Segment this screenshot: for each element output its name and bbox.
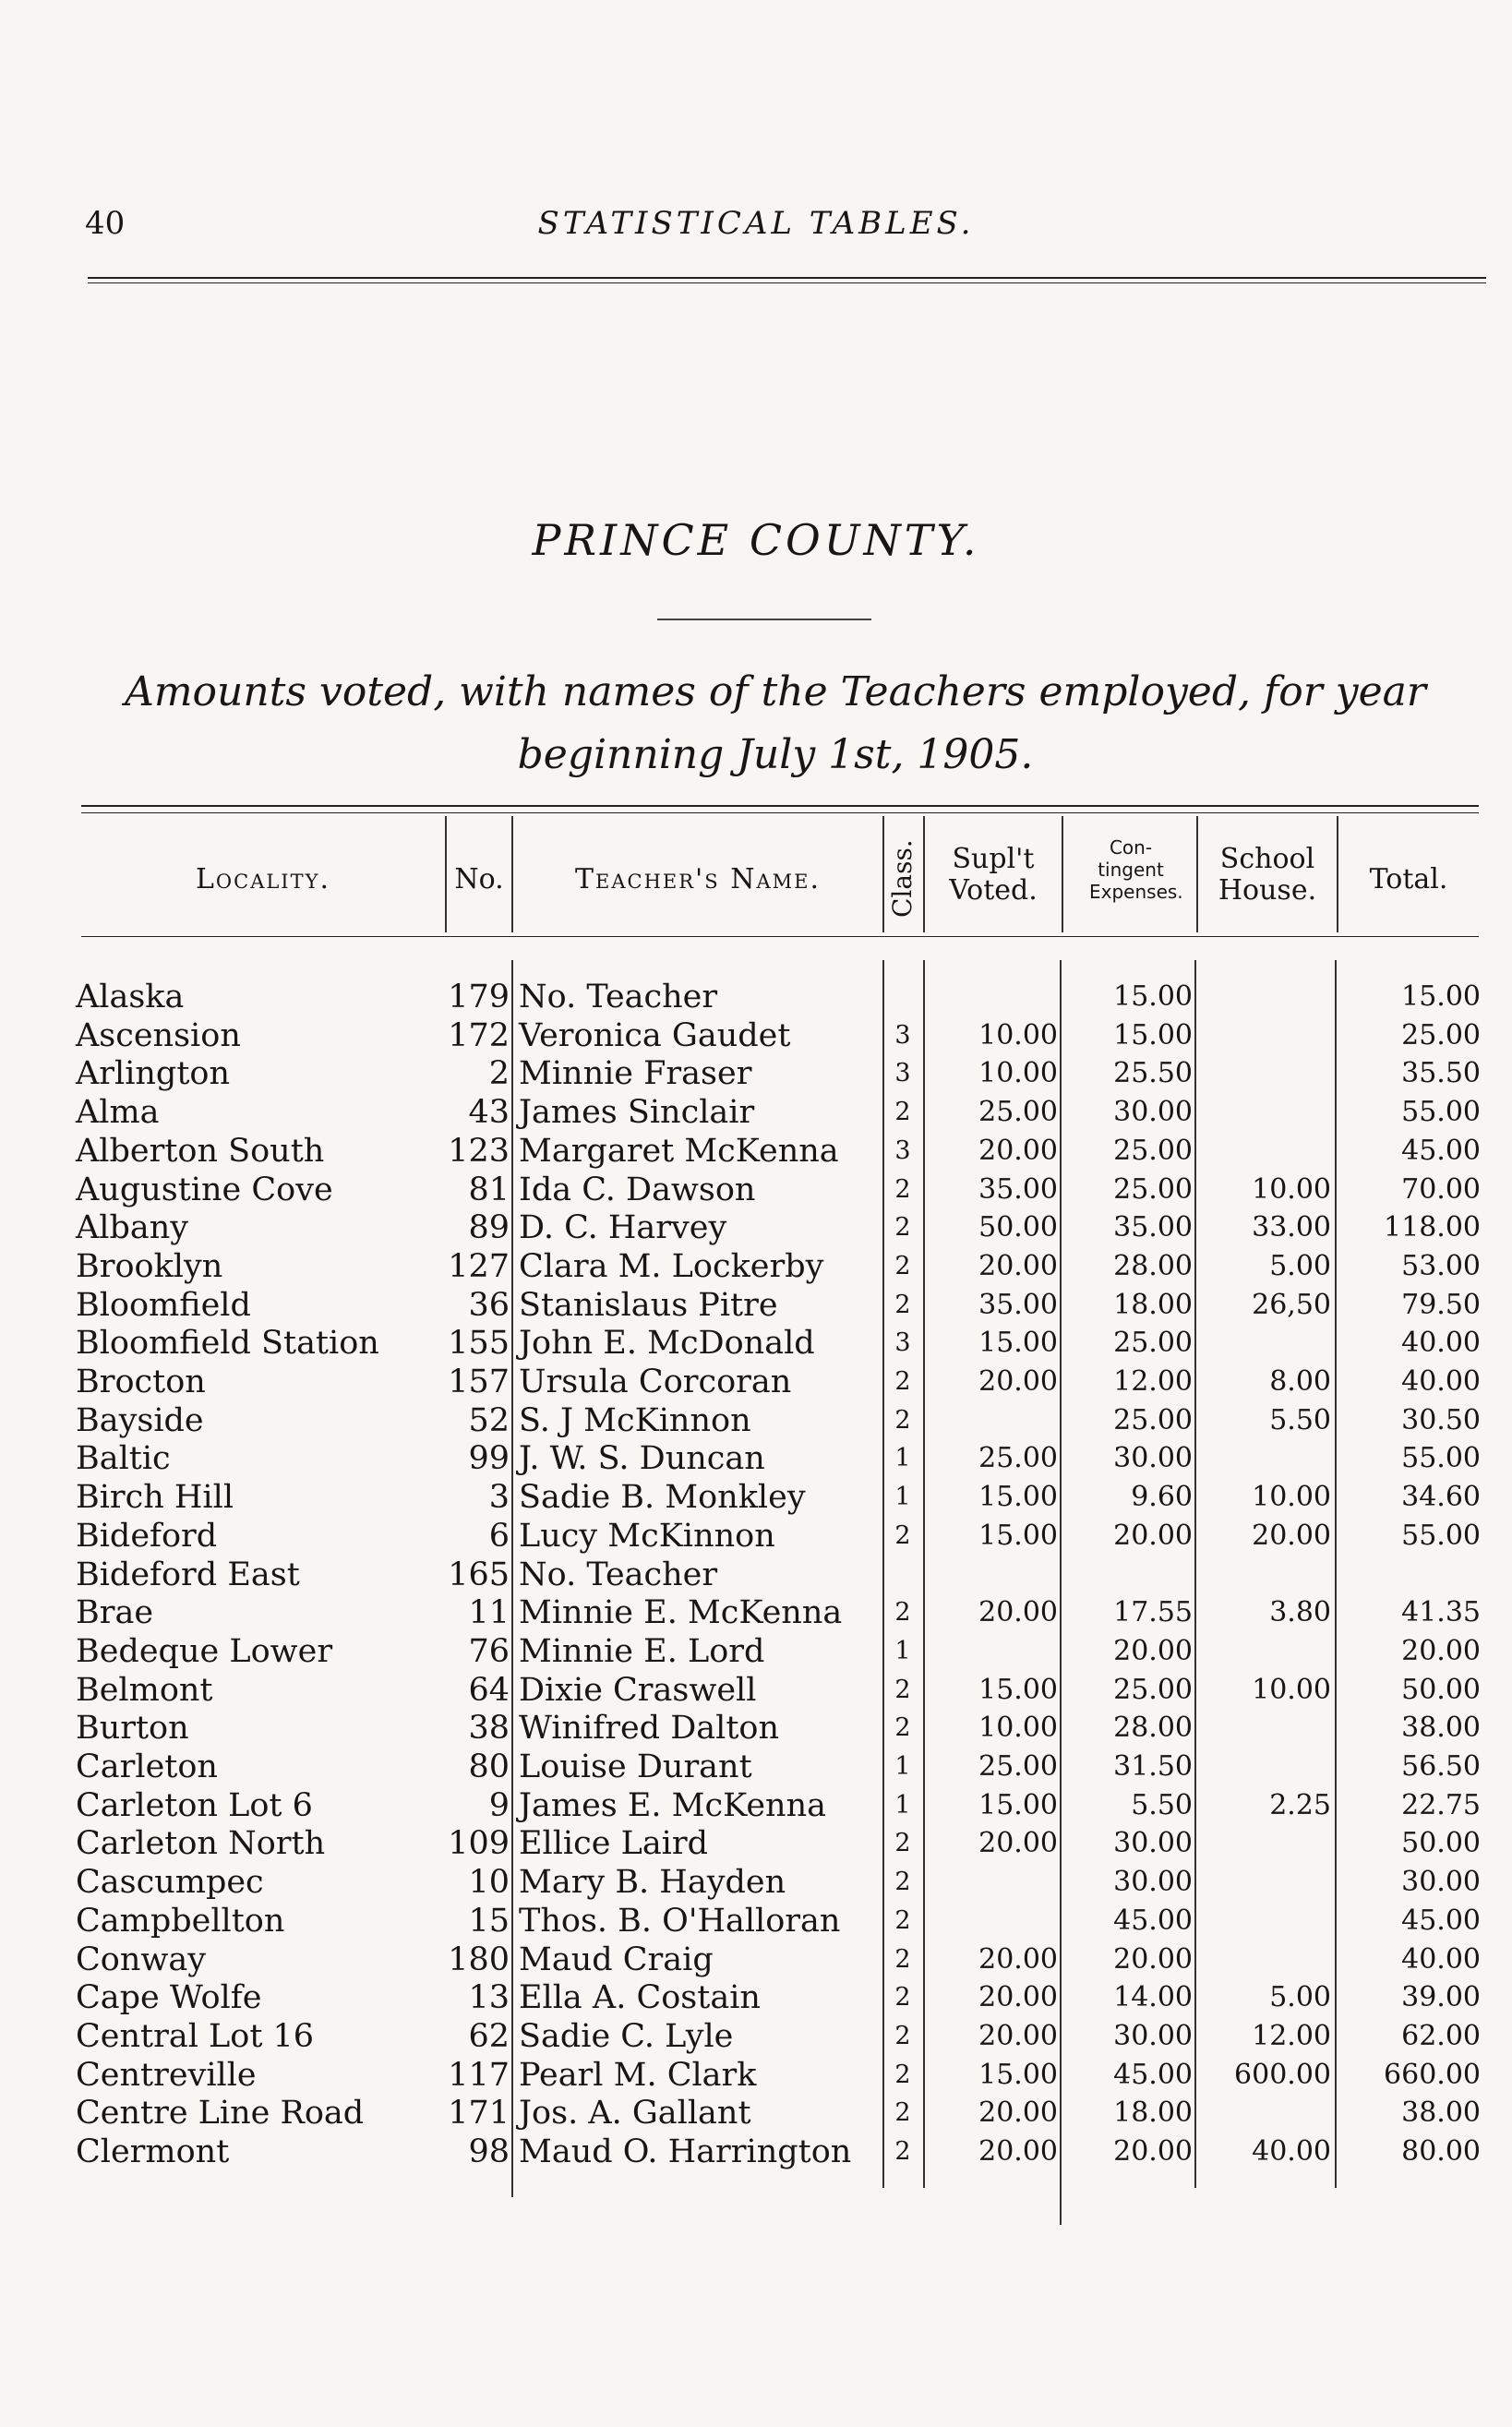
table-row (0, 1786, 1512, 1825)
supl-voted-cell: 20.00 (978, 1596, 1058, 1629)
total-cell: 20.00 (1401, 1634, 1481, 1667)
table-row (0, 978, 1512, 1016)
teacher-name-cell: Minnie Fraser (519, 1055, 752, 1093)
school-no-cell: 36 (468, 1286, 510, 1324)
contingent-cell: 5.50 (1131, 1788, 1193, 1821)
locality-cell: Bayside (76, 1401, 204, 1439)
title-rule (657, 619, 871, 620)
contingent-cell: 28.00 (1113, 1249, 1193, 1282)
contingent-cell: 30.00 (1113, 1442, 1193, 1475)
teacher-name-cell: Ella A. Costain (519, 1979, 761, 2017)
school-no-cell: 157 (448, 1364, 510, 1400)
table-row (0, 1093, 1512, 1132)
locality-cell: Bloomfield (76, 1286, 251, 1324)
header-school-house (1209, 844, 1326, 907)
contingent-cell: 20.00 (1113, 1942, 1193, 1976)
table-header-rule (81, 936, 1479, 937)
contingent-cell: 30.00 (1113, 1827, 1193, 1860)
header-teacher: Teacher's Name. (575, 863, 821, 895)
total-cell: 40.00 (1401, 1365, 1481, 1398)
contingent-cell: 45.00 (1113, 2058, 1193, 2091)
school-no-cell: 52 (468, 1401, 510, 1439)
supl-voted-cell: 25.00 (978, 1750, 1058, 1783)
locality-cell: Arlington (76, 1055, 231, 1093)
header-total: Total. (1369, 863, 1448, 895)
class-cell: 1 (894, 1636, 911, 1665)
table-row (0, 1902, 1512, 1940)
class-cell: 2 (894, 1405, 911, 1435)
total-cell: 39.00 (1401, 1981, 1481, 2014)
school-house-cell: 12.00 (1252, 2019, 1331, 2052)
class-cell: 2 (894, 1251, 911, 1280)
school-no-cell: 99 (468, 1440, 510, 1478)
teacher-name-cell: S. J McKinnon (519, 1401, 751, 1439)
total-cell: 15.00 (1401, 980, 1481, 1013)
table-row (0, 1824, 1512, 1863)
teacher-name-cell: Clara M. Lockerby (519, 1247, 824, 1285)
total-cell: 22.75 (1401, 1788, 1481, 1821)
contingent-cell: 17.55 (1113, 1596, 1193, 1629)
teacher-name-cell: Minnie E. McKenna (519, 1594, 843, 1632)
school-house-cell: 10.00 (1252, 1172, 1331, 1206)
class-cell: 2 (894, 1367, 911, 1396)
school-no-cell: 109 (448, 1825, 510, 1863)
page-number: 40 (85, 205, 126, 242)
total-cell: 70.00 (1401, 1172, 1481, 1206)
teacher-name-cell: Ida C. Dawson (519, 1171, 756, 1208)
locality-cell: Cape Wolfe (76, 1979, 262, 2017)
total-cell: 38.00 (1401, 1712, 1481, 1745)
supl-voted-cell: 20.00 (978, 1942, 1058, 1976)
teacher-name-cell: Maud Craig (519, 1940, 714, 1978)
total-cell: 25.00 (1401, 1018, 1481, 1051)
teacher-name-cell: James E. McKenna (519, 1786, 826, 1824)
supl-voted-cell: 20.00 (978, 2135, 1058, 2168)
table-row (0, 2133, 1512, 2171)
school-house-cell: 26,50 (1252, 1288, 1331, 1321)
locality-cell: Birch Hill (76, 1479, 234, 1517)
locality-cell: Carleton North (76, 1825, 326, 1863)
locality-cell: Bedeque Lower (76, 1632, 333, 1670)
school-no-cell: 13 (468, 1979, 510, 2017)
teacher-name-cell: Winifred Dalton (519, 1710, 780, 1748)
col-divider (882, 816, 884, 932)
school-house-cell: 20.00 (1252, 1519, 1331, 1552)
supl-voted-cell: 10.00 (978, 1712, 1058, 1745)
school-no-cell: 179 (448, 979, 510, 1015)
total-cell: 79.50 (1401, 1288, 1481, 1321)
contingent-cell: 20.00 (1113, 2135, 1193, 2168)
class-cell: 1 (894, 1483, 911, 1512)
school-no-cell: 81 (468, 1171, 510, 1208)
locality-cell: Centreville (76, 2056, 257, 2094)
school-house-cell: 5.50 (1269, 1403, 1331, 1436)
county-title: PRINCE COUNTY. (532, 515, 980, 565)
supl-voted-cell: 10.00 (978, 1018, 1058, 1051)
school-no-cell: 2 (488, 1055, 510, 1093)
teacher-name-cell: Sadie B. Monkley (519, 1479, 806, 1517)
table-row (0, 1748, 1512, 1786)
teacher-name-cell: Minnie E. Lord (519, 1632, 765, 1670)
locality-cell: Albany (76, 1209, 189, 1247)
teacher-name-cell: John E. McDonald (519, 1325, 815, 1363)
school-no-cell: 6 (488, 1517, 510, 1555)
class-cell: 2 (894, 2098, 911, 2128)
locality-cell: Bloomfield Station (76, 1325, 379, 1363)
teacher-name-cell: Dixie Craswell (519, 1671, 757, 1709)
teacher-name-cell: Veronica Gaudet (519, 1016, 791, 1054)
table-row (0, 1401, 1512, 1440)
school-no-cell: 155 (448, 1325, 510, 1363)
teacher-name-cell: Margaret McKenna (519, 1132, 839, 1170)
table-row (0, 1439, 1512, 1478)
supl-voted-cell: 15.00 (978, 1327, 1058, 1360)
school-no-cell: 180 (448, 1940, 510, 1978)
table-row (0, 2056, 1512, 2095)
col-divider (1062, 816, 1063, 932)
school-no-cell: 80 (468, 1748, 510, 1785)
class-cell: 2 (894, 1598, 911, 1628)
class-cell: 2 (894, 1905, 911, 1935)
class-cell: 1 (894, 1444, 911, 1473)
locality-cell: Bideford (76, 1517, 218, 1555)
school-no-cell: 123 (448, 1132, 510, 1170)
table-row (0, 1324, 1512, 1363)
supl-voted-cell: 20.00 (978, 1134, 1058, 1167)
table-row (0, 1208, 1512, 1247)
supl-voted-cell: 15.00 (978, 1788, 1058, 1821)
class-cell: 1 (894, 1790, 911, 1820)
contingent-cell: 25.00 (1113, 1172, 1193, 1206)
contingent-cell: 20.00 (1113, 1519, 1193, 1552)
class-cell: 2 (894, 1713, 911, 1743)
locality-cell: Campbellton (76, 1902, 285, 1940)
subtitle-line-1: Amounts voted, with names of the Teachers employed, for year (125, 668, 1426, 715)
locality-cell: Ascension (76, 1016, 241, 1054)
subtitle (83, 661, 1468, 787)
locality-cell: Conway (76, 1940, 206, 1978)
total-cell: 34.60 (1401, 1481, 1481, 1514)
total-cell: 56.50 (1401, 1750, 1481, 1783)
school-no-cell: 9 (488, 1786, 510, 1824)
head-rule (88, 277, 1486, 279)
class-cell: 3 (894, 1059, 911, 1088)
contingent-cell: 31.50 (1113, 1750, 1193, 1783)
class-cell: 2 (894, 1290, 911, 1319)
header-contingent: Con- tingent Expenses. (1089, 836, 1183, 903)
total-cell: 62.00 (1401, 2019, 1481, 2052)
contingent-cell: 28.00 (1113, 1712, 1193, 1745)
contingent-cell: 15.00 (1113, 1018, 1193, 1051)
school-no-cell: 98 (468, 2133, 510, 2170)
supl-voted-cell: 50.00 (978, 1211, 1058, 1244)
school-house-cell: 5.00 (1269, 1981, 1331, 2014)
contingent-cell: 18.00 (1113, 2097, 1193, 2130)
locality-cell: Alberton South (76, 1132, 325, 1170)
class-cell: 3 (894, 1020, 911, 1050)
locality-cell: Alma (76, 1094, 160, 1132)
col-divider (1196, 816, 1198, 932)
class-cell: 1 (894, 1752, 911, 1781)
teacher-name-cell: Jos. A. Gallant (519, 2095, 751, 2133)
class-cell: 2 (894, 1675, 911, 1704)
running-head: STATISTICAL TABLES. (537, 205, 975, 242)
total-cell: 30.50 (1401, 1403, 1481, 1436)
class-cell: 2 (894, 2021, 911, 2050)
teacher-name-cell: Thos. B. O'Halloran (519, 1902, 841, 1940)
table-row (0, 1054, 1512, 1093)
contingent-cell: 12.00 (1113, 1365, 1193, 1398)
teacher-name-cell: Sadie C. Lyle (519, 2017, 734, 2055)
class-cell: 2 (894, 2060, 911, 2089)
class-cell: 2 (894, 1983, 911, 2012)
supl-voted-cell: 20.00 (978, 1827, 1058, 1860)
contingent-cell: 30.00 (1113, 2019, 1193, 2052)
locality-cell: Brooklyn (76, 1247, 223, 1285)
supl-voted-cell: 25.00 (978, 1442, 1058, 1475)
supl-voted-cell: 20.00 (978, 1249, 1058, 1282)
locality-cell: Brae (76, 1594, 154, 1632)
supl-voted-cell: 15.00 (978, 1673, 1058, 1706)
school-house-cell: 33.00 (1252, 1211, 1331, 1244)
table-row (0, 1132, 1512, 1171)
teacher-name-cell: No. Teacher (519, 979, 718, 1015)
total-cell: 118.00 (1384, 1211, 1481, 1244)
header-class: Class. (887, 839, 918, 918)
locality-cell: Bideford East (76, 1556, 300, 1593)
class-cell: 2 (894, 1829, 911, 1858)
table-row (0, 1247, 1512, 1286)
locality-cell: Clermont (76, 2133, 230, 2170)
supl-voted-cell: 15.00 (978, 1519, 1058, 1552)
total-cell: 40.00 (1401, 1942, 1481, 1976)
supl-voted-cell: 15.00 (978, 1481, 1058, 1514)
school-house-cell: 40.00 (1252, 2135, 1331, 2168)
contingent-cell: 14.00 (1113, 1981, 1193, 2014)
locality-cell: Central Lot 16 (76, 2017, 315, 2055)
locality-cell: Centre Line Road (76, 2095, 365, 2133)
total-cell: 55.00 (1401, 1519, 1481, 1552)
contingent-cell: 25.00 (1113, 1403, 1193, 1436)
school-no-cell: 89 (468, 1209, 510, 1247)
table-row (0, 1478, 1512, 1517)
locality-cell: Brocton (76, 1364, 206, 1400)
total-cell: 50.00 (1401, 1827, 1481, 1860)
total-cell: 50.00 (1401, 1673, 1481, 1706)
table-row (0, 1671, 1512, 1710)
school-no-cell: 15 (468, 1902, 510, 1940)
teacher-name-cell: Louise Durant (519, 1748, 752, 1785)
school-no-cell: 127 (448, 1247, 510, 1285)
locality-cell: Carleton (76, 1748, 218, 1785)
table-row (0, 1171, 1512, 1209)
supl-voted-cell: 20.00 (978, 1365, 1058, 1398)
table-row (0, 1286, 1512, 1325)
supl-voted-cell: 20.00 (978, 2097, 1058, 2130)
table-row (0, 1940, 1512, 1979)
locality-cell: Burton (76, 1710, 189, 1748)
table-top-rule (81, 805, 1479, 807)
teacher-name-cell: Lucy McKinnon (519, 1517, 775, 1555)
header-locality: Locality. (195, 863, 331, 895)
table-row (0, 1556, 1512, 1594)
total-cell: 40.00 (1401, 1327, 1481, 1360)
table-row (0, 1632, 1512, 1671)
header-no: No. (454, 863, 504, 895)
school-no-cell: 43 (468, 1094, 510, 1132)
contingent-cell: 25.00 (1113, 1327, 1193, 1360)
supl-voted-cell: 35.00 (978, 1288, 1058, 1321)
locality-cell: Baltic (76, 1440, 171, 1478)
total-cell: 38.00 (1401, 2097, 1481, 2130)
locality-cell: Alaska (76, 979, 185, 1015)
class-cell: 2 (894, 1213, 911, 1243)
teacher-name-cell: Maud O. Harrington (519, 2133, 852, 2170)
school-house-cell: 10.00 (1252, 1673, 1331, 1706)
table-top-rule-2 (81, 812, 1479, 813)
contingent-cell: 15.00 (1113, 980, 1193, 1013)
total-cell: 55.00 (1401, 1096, 1481, 1129)
teacher-name-cell: No. Teacher (519, 1556, 718, 1593)
school-no-cell: 165 (448, 1556, 510, 1593)
class-cell: 2 (894, 1520, 911, 1550)
table-row (0, 1709, 1512, 1748)
class-cell: 2 (894, 1944, 911, 1974)
school-no-cell: 117 (448, 2056, 510, 2094)
school-no-cell: 11 (468, 1594, 510, 1632)
teacher-name-cell: Ellice Laird (519, 1825, 709, 1863)
contingent-cell: 25.00 (1113, 1673, 1193, 1706)
head-rule-lower (88, 282, 1486, 283)
total-cell: 55.00 (1401, 1442, 1481, 1475)
contingent-cell: 30.00 (1113, 1866, 1193, 1899)
table-row (0, 1593, 1512, 1632)
teacher-name-cell: Pearl M. Clark (519, 2056, 757, 2094)
header-supl (925, 844, 1062, 907)
total-cell: 30.00 (1401, 1866, 1481, 1899)
table-row (0, 2017, 1512, 2056)
school-no-cell: 3 (488, 1479, 510, 1517)
teacher-name-cell: J. W. S. Duncan (519, 1440, 765, 1478)
contingent-cell: 25.50 (1113, 1057, 1193, 1090)
school-house-cell: 10.00 (1252, 1481, 1331, 1514)
teacher-name-cell: Stanislaus Pitre (519, 1286, 778, 1324)
contingent-cell: 20.00 (1113, 1634, 1193, 1667)
table-row (0, 1517, 1512, 1556)
total-cell: 53.00 (1401, 1249, 1481, 1282)
teacher-name-cell: Ursula Corcoran (519, 1364, 792, 1400)
school-house-cell: 2.25 (1269, 1788, 1331, 1821)
school-no-cell: 62 (468, 2017, 510, 2055)
total-cell: 80.00 (1401, 2135, 1481, 2168)
contingent-cell: 45.00 (1113, 1904, 1193, 1937)
total-cell: 45.00 (1401, 1134, 1481, 1167)
class-cell: 2 (894, 1868, 911, 1897)
supl-voted-cell: 15.00 (978, 2058, 1058, 2091)
school-no-cell: 76 (468, 1632, 510, 1670)
total-cell: 35.50 (1401, 1057, 1481, 1090)
header-supl-word: Voted. (949, 874, 1038, 907)
table-row (0, 1363, 1512, 1401)
class-cell: 3 (894, 1135, 911, 1165)
header-supl-word: Supl't (952, 843, 1035, 875)
supl-voted-cell: 20.00 (978, 1981, 1058, 2014)
contingent-cell: 30.00 (1113, 1096, 1193, 1129)
locality-cell: Belmont (76, 1671, 213, 1709)
class-cell: 2 (894, 1174, 911, 1204)
supl-voted-cell: 25.00 (978, 1096, 1058, 1129)
class-cell: 2 (894, 1098, 911, 1127)
supl-voted-cell: 35.00 (978, 1172, 1058, 1206)
school-no-cell: 64 (468, 1671, 510, 1709)
school-house-cell: 600.00 (1234, 2058, 1331, 2091)
table-row (0, 2094, 1512, 2133)
total-cell: 41.35 (1401, 1596, 1481, 1629)
header-school-house-word: House. (1218, 874, 1317, 907)
school-house-cell: 3.80 (1269, 1596, 1331, 1629)
contingent-cell: 18.00 (1113, 1288, 1193, 1321)
school-house-cell: 8.00 (1269, 1365, 1331, 1398)
total-cell: 660.00 (1384, 2058, 1481, 2091)
table-row (0, 1016, 1512, 1055)
supl-voted-cell: 20.00 (978, 2019, 1058, 2052)
teacher-name-cell: Mary B. Hayden (519, 1864, 786, 1902)
locality-cell: Carleton Lot 6 (76, 1786, 313, 1824)
locality-cell: Augustine Cove (76, 1171, 333, 1208)
teacher-name-cell: James Sinclair (519, 1094, 755, 1132)
total-cell: 45.00 (1401, 1904, 1481, 1937)
class-cell: 3 (894, 1328, 911, 1358)
school-no-cell: 172 (448, 1016, 510, 1054)
table-row (0, 1978, 1512, 2017)
class-cell: 2 (894, 2137, 911, 2166)
supl-voted-cell: 10.00 (978, 1057, 1058, 1090)
contingent-cell: 35.00 (1113, 1211, 1193, 1244)
school-house-cell: 5.00 (1269, 1249, 1331, 1282)
locality-cell: Cascumpec (76, 1864, 264, 1902)
school-no-cell: 38 (468, 1710, 510, 1748)
school-no-cell: 10 (468, 1864, 510, 1902)
contingent-cell: 25.00 (1113, 1134, 1193, 1167)
teacher-name-cell: D. C. Harvey (519, 1209, 727, 1247)
subtitle-line-2: beginning July 1st, 1905. (517, 731, 1034, 778)
contingent-cell: 9.60 (1131, 1481, 1193, 1514)
header-school-house-word: School (1219, 843, 1315, 875)
school-no-cell: 171 (448, 2095, 510, 2133)
table-row (0, 1863, 1512, 1902)
